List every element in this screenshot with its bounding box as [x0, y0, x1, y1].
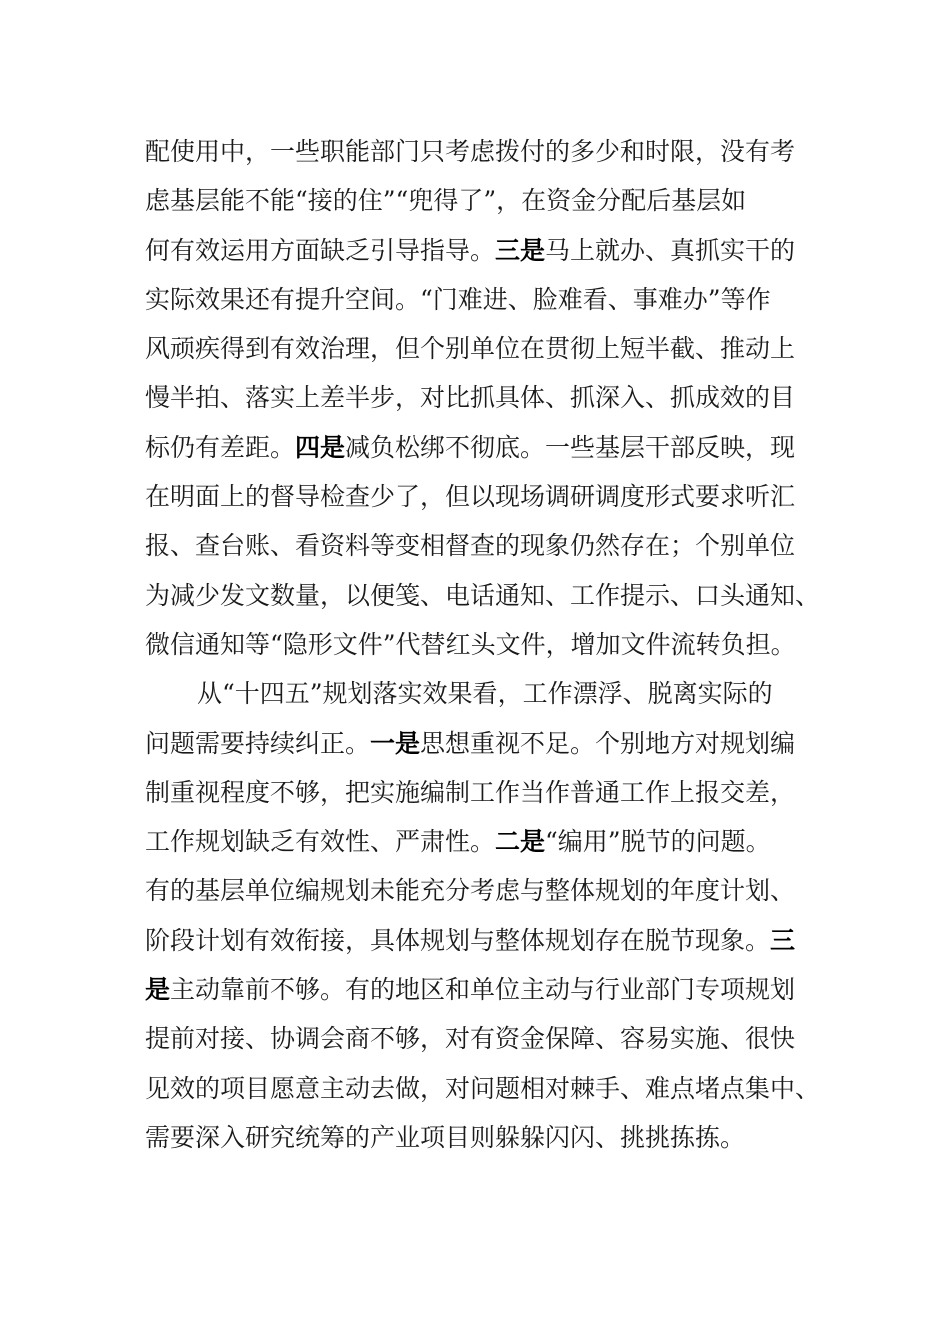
text-line	[145, 1064, 825, 1113]
text-line	[145, 324, 825, 373]
point-marker-bold: 三	[770, 925, 796, 955]
text-line	[145, 916, 825, 965]
point-marker-bold: 一是	[370, 728, 421, 758]
text-segment: 减负松绑不彻底。一些基层干部反映，现	[345, 432, 796, 462]
body-text	[145, 127, 825, 1162]
text-segment: 实际效果还有提升空间。“门难进、脸难看、事难办”等作	[145, 284, 771, 314]
text-segment: 在明面上的督导检查少了，但以现场调研调度形式要求听汇	[145, 482, 796, 512]
text-line	[145, 127, 825, 176]
text-line	[145, 768, 825, 817]
text-segment: 慢半拍、落实上差半步，对比抓具体、抓深入、抓成效的目	[145, 383, 796, 413]
text-segment: 工作规划缺乏有效性、严肃性。	[145, 827, 496, 857]
text-segment: 为减少发文数量，以便笺、电话通知、工作提示、口头通知、	[145, 580, 821, 610]
text-segment: 需要深入研究统筹的产业项目则躲躲闪闪、挑挑拣拣。	[145, 1122, 746, 1152]
text-line	[145, 620, 825, 669]
text-line	[145, 965, 825, 1014]
text-line	[145, 423, 825, 472]
text-line	[145, 817, 825, 866]
text-line	[145, 176, 825, 225]
text-segment: 阶段计划有效衔接，具体规划与整体规划存在脱节现象。	[145, 925, 771, 955]
text-line	[145, 226, 825, 275]
text-line	[145, 1113, 825, 1162]
text-segment: 制重视程度不够，把实施编制工作当作普通工作上报交差，	[145, 777, 796, 807]
text-line	[145, 866, 825, 915]
text-segment: 标仍有差距。	[145, 432, 296, 462]
text-segment: 提前对接、协调会商不够，对有资金保障、容易实施、很快	[145, 1024, 796, 1054]
text-segment: 虑基层能不能“接的住”“兜得了”，在资金分配后基层如	[145, 186, 747, 216]
text-line	[145, 521, 825, 570]
text-segment: 马上就办、真抓实干的	[545, 235, 796, 265]
text-segment: 思想重视不足。个别地方对规划编	[420, 728, 796, 758]
text-line	[145, 373, 825, 422]
paragraph-first-line	[145, 669, 825, 718]
text-line	[145, 275, 825, 324]
text-segment: 见效的项目愿意主动去做，对问题相对棘手、难点堵点集中、	[145, 1073, 821, 1103]
text-segment: 报、查台账、看资料等变相督查的现象仍然存在；个别单位	[145, 531, 796, 561]
point-marker-bold: 二是	[495, 827, 546, 857]
text-segment: 配使用中，一些职能部门只考虑拨付的多少和时限，没有考	[145, 137, 796, 166]
text-line	[145, 571, 825, 620]
text-line	[145, 719, 825, 768]
text-segment: 有的基层单位编规划未能充分考虑与整体规划的年度计划、	[145, 876, 796, 906]
text-line	[145, 1014, 825, 1063]
text-segment: 何有效运用方面缺乏引导指导。	[145, 235, 496, 265]
text-segment: “编用”脱节的问题。	[545, 827, 771, 857]
point-marker-bold: 是	[145, 975, 171, 1005]
point-marker-bold: 三是	[495, 235, 546, 265]
text-segment: 微信通知等“隐形文件”代替红头文件，增加文件流转负担。	[145, 629, 796, 659]
point-marker-bold: 四是	[295, 432, 346, 462]
text-segment: 从“十四五”规划落实效果看，工作漂浮、脱离实际的	[197, 679, 773, 709]
text-segment: 风顽疾得到有效治理，但个别单位在贯彻上短半截、推动上	[145, 334, 796, 364]
text-segment: 主动靠前不够。有的地区和单位主动与行业部门专项规划	[170, 975, 796, 1005]
text-segment: 问题需要持续纠正。	[145, 728, 371, 758]
text-line	[145, 472, 825, 521]
